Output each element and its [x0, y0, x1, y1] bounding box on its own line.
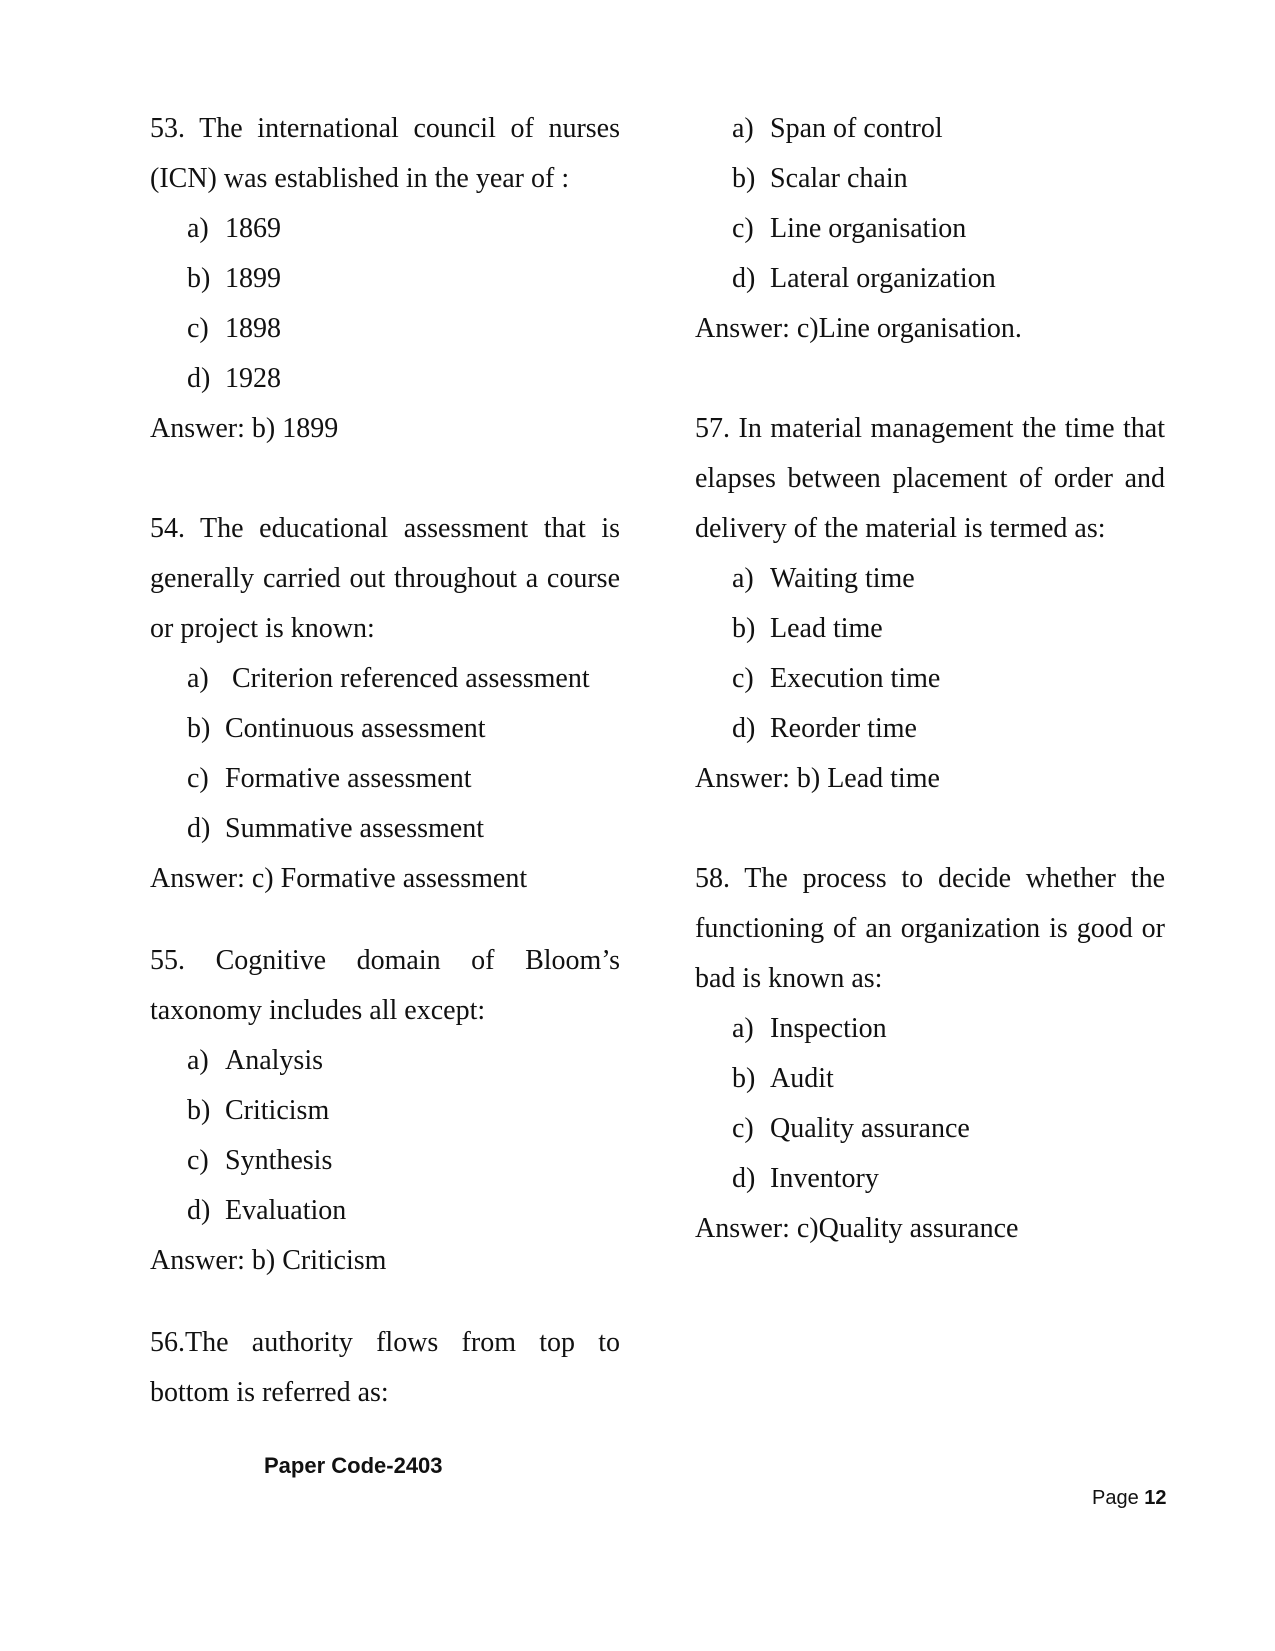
- answer-line: Answer: c)Line organisation.: [695, 313, 1022, 344]
- question-stem-line: 56.The authority flows from top to: [150, 1327, 620, 1358]
- option-letter: d): [732, 1163, 756, 1194]
- question-54: [150, 504, 620, 904]
- option-a: [150, 654, 620, 704]
- option-letter: b): [187, 263, 211, 294]
- option-d: [695, 704, 1165, 754]
- option-letter: b): [732, 1063, 756, 1094]
- option-text: Scalar chain: [770, 163, 908, 194]
- page-number-value: 12: [1144, 1487, 1167, 1509]
- option-b: [150, 1086, 620, 1136]
- option-letter: c): [187, 313, 209, 344]
- option-text: Inspection: [770, 1013, 887, 1044]
- option-text: Quality assurance: [770, 1113, 970, 1144]
- question-stem-line: functioning of an organization is good or: [695, 913, 1165, 944]
- option-c: [150, 304, 620, 354]
- option-text: 1899: [225, 263, 281, 294]
- option-letter: b): [187, 713, 211, 744]
- question-56-options: [695, 104, 1165, 354]
- question-stem-line: bad is known as:: [695, 963, 883, 994]
- option-b: [695, 154, 1165, 204]
- option-letter: a): [732, 113, 754, 144]
- option-d: [695, 254, 1165, 304]
- option-text: Summative assessment: [225, 813, 484, 844]
- question-58: [695, 854, 1165, 1254]
- option-text: 1869: [225, 213, 281, 244]
- option-text: Inventory: [770, 1163, 879, 1194]
- option-b: [150, 704, 620, 754]
- option-letter: c): [732, 663, 754, 694]
- answer-line: Answer: c)Quality assurance: [695, 1213, 1019, 1244]
- question-stem-line: or project is known:: [150, 613, 375, 644]
- option-text: Span of control: [770, 113, 943, 144]
- question-57: [695, 404, 1165, 804]
- option-c: [695, 654, 1165, 704]
- option-d: [695, 1154, 1165, 1204]
- option-a: [695, 104, 1165, 154]
- option-text: 1928: [225, 363, 281, 394]
- option-c: [150, 1136, 620, 1186]
- spacer: [150, 904, 620, 936]
- option-text: Synthesis: [225, 1145, 333, 1176]
- option-text: Analysis: [225, 1045, 323, 1076]
- paper-code: Paper Code-2403: [264, 1453, 443, 1478]
- question-stem-line: generally carried out throughout a course: [150, 563, 620, 594]
- question-stem-line: 53. The international council of nurses: [150, 113, 620, 144]
- option-b: [695, 604, 1165, 654]
- option-letter: c): [732, 213, 754, 244]
- option-c: [150, 754, 620, 804]
- option-letter: c): [187, 1145, 209, 1176]
- question-stem-line: delivery of the material is termed as:: [695, 513, 1106, 544]
- answer-line: Answer: b) Lead time: [695, 763, 940, 794]
- option-d: [150, 354, 620, 404]
- option-b: [150, 254, 620, 304]
- option-c: [695, 1104, 1165, 1154]
- answer-line: Answer: c) Formative assessment: [150, 863, 528, 894]
- option-a: [695, 554, 1165, 604]
- page-number: [1092, 1487, 1167, 1510]
- question-stem-line: 54. The educational assessment that is: [150, 513, 620, 544]
- option-letter: a): [187, 1045, 209, 1076]
- option-text: Audit: [770, 1063, 834, 1094]
- option-letter: a): [732, 563, 754, 594]
- option-letter: d): [187, 813, 211, 844]
- option-text: Execution time: [770, 663, 941, 694]
- option-text: Evaluation: [225, 1195, 347, 1226]
- option-text: Lead time: [770, 613, 883, 644]
- option-text: Continuous assessment: [225, 713, 486, 744]
- option-c: [695, 204, 1165, 254]
- option-text: 1898: [225, 313, 281, 344]
- option-letter: a): [187, 213, 209, 244]
- option-letter: a): [187, 663, 209, 694]
- option-text: Criticism: [225, 1095, 330, 1126]
- spacer: [150, 454, 620, 504]
- option-a: [695, 1004, 1165, 1054]
- question-stem-line: elapses between placement of order and: [695, 463, 1165, 494]
- question-53: [150, 104, 620, 454]
- option-letter: c): [187, 763, 209, 794]
- question-stem-line: (ICN) was established in the year of :: [150, 163, 570, 194]
- answer-line: Answer: b) 1899: [150, 413, 339, 444]
- option-d: [150, 1186, 620, 1236]
- option-letter: b): [732, 613, 756, 644]
- spacer: [695, 804, 1165, 854]
- option-text: Waiting time: [770, 563, 915, 594]
- spacer: [695, 354, 1165, 404]
- page-label: Page: [1092, 1487, 1139, 1509]
- right-column: [695, 104, 1165, 1254]
- question-stem-line: bottom is referred as:: [150, 1377, 389, 1408]
- spacer: [150, 1286, 620, 1318]
- option-a: [150, 1036, 620, 1086]
- option-letter: b): [187, 1095, 211, 1126]
- question-stem-line: taxonomy includes all except:: [150, 995, 486, 1026]
- question-55: [150, 936, 620, 1286]
- answer-line: Answer: b) Criticism: [150, 1245, 387, 1276]
- option-text: Criterion referenced assessment: [225, 663, 590, 694]
- option-b: [695, 1054, 1165, 1104]
- option-letter: d): [187, 363, 211, 394]
- question-56: [150, 1318, 620, 1418]
- option-a: [150, 204, 620, 254]
- option-text: Line organisation: [770, 213, 967, 244]
- option-text: Reorder time: [770, 713, 917, 744]
- question-stem-line: 58. The process to decide whether the: [695, 863, 1165, 894]
- option-letter: d): [732, 263, 756, 294]
- option-letter: d): [187, 1195, 211, 1226]
- option-letter: d): [732, 713, 756, 744]
- option-letter: c): [732, 1113, 754, 1144]
- option-letter: b): [732, 163, 756, 194]
- option-letter: a): [732, 1013, 754, 1044]
- option-text: Formative assessment: [225, 763, 472, 794]
- question-stem-line: 57. In material management the time that: [695, 413, 1165, 444]
- option-text: Lateral organization: [770, 263, 996, 294]
- question-stem-line: 55. Cognitive domain of Bloom’s: [150, 945, 620, 976]
- option-d: [150, 804, 620, 854]
- left-column: [150, 104, 620, 1418]
